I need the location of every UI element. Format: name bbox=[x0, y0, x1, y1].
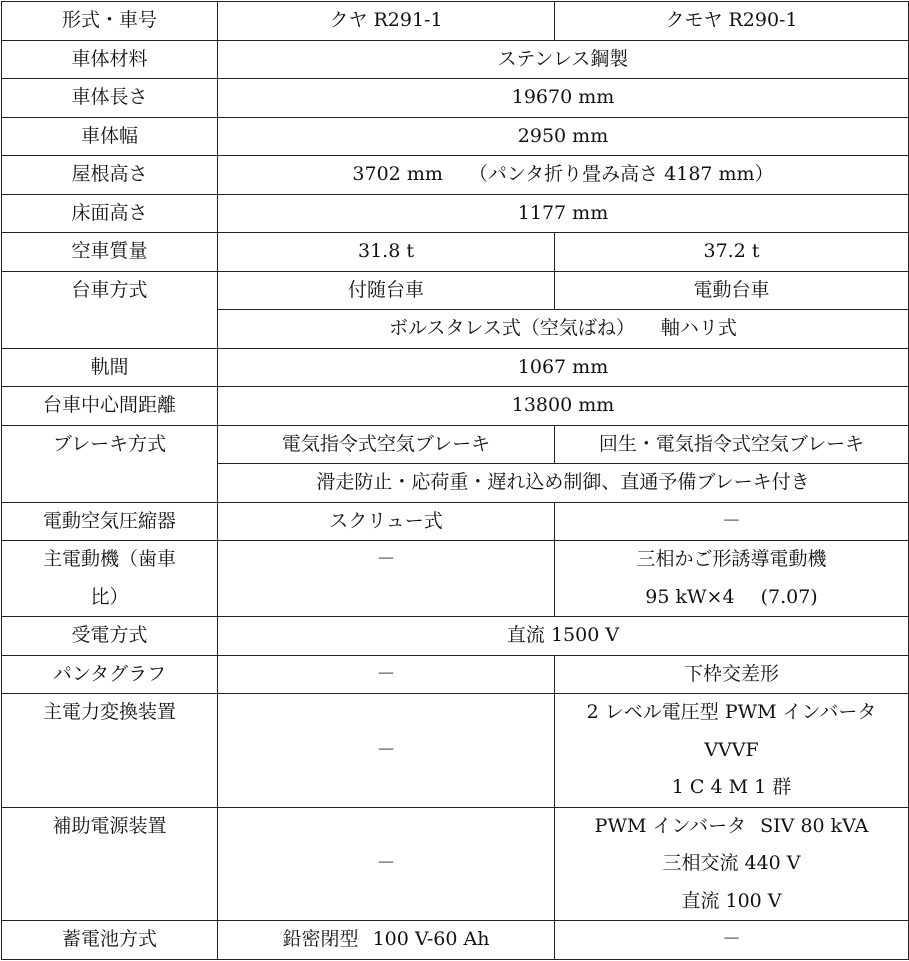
row-label-length: 車体長さ bbox=[2, 79, 218, 118]
value-floor-height: 1177 mm bbox=[218, 194, 909, 233]
row-label-gauge: 軌間 bbox=[2, 348, 218, 387]
bogie-common-a: ボルスタレス式（空気ばね） bbox=[389, 317, 635, 339]
value-pantograph-car2: 下枠交差形 bbox=[555, 655, 909, 694]
motor-label-line2: 比） bbox=[90, 585, 129, 608]
value-pantograph-car1: － bbox=[218, 655, 555, 694]
aux-power-line3: 直流 100 V bbox=[681, 889, 782, 912]
value-empty-mass-car2: 37.2 t bbox=[555, 233, 909, 272]
table-row bbox=[2, 40, 909, 79]
aux-power-line2: 三相交流 440 V bbox=[662, 852, 801, 874]
value-bogie-car2: 電動台車 bbox=[555, 271, 909, 310]
row-label-roof-height: 屋根高さ bbox=[2, 156, 218, 195]
battery-type: 鉛密閉型 bbox=[282, 928, 359, 950]
aux-power-line1 bbox=[559, 808, 904, 846]
value-main-converter-car1: － bbox=[218, 694, 555, 808]
table-row bbox=[2, 502, 909, 541]
table-row bbox=[2, 655, 909, 694]
table-row bbox=[2, 921, 909, 960]
aux-power-inverter: PWM インバータ bbox=[594, 814, 747, 837]
aux-power-siv: SIV 80 kVA bbox=[760, 814, 869, 837]
main-converter-line1: 2 レベル電圧型 PWM インバータ bbox=[586, 701, 877, 723]
value-brake-car2: 回生・電気指令式空気ブレーキ bbox=[555, 425, 909, 464]
value-roof-height bbox=[218, 156, 909, 195]
table-row bbox=[2, 79, 909, 118]
row-label-aux-power: 補助電源装置 bbox=[2, 807, 218, 921]
row-label-material: 車体材料 bbox=[2, 40, 218, 79]
roof-height-note: （パンタ折り畳み高さ 4187 mm） bbox=[468, 163, 774, 185]
row-label-power-collection: 受電方式 bbox=[2, 617, 218, 656]
value-compressor-car1: スクリュー式 bbox=[218, 502, 555, 541]
value-bogie-center: 13800 mm bbox=[218, 387, 909, 426]
value-gauge: 1067 mm bbox=[218, 348, 909, 387]
table-row bbox=[2, 194, 909, 233]
value-motor-car1: － bbox=[218, 541, 555, 617]
table-row bbox=[2, 617, 909, 656]
row-label-floor-height: 床面高さ bbox=[2, 194, 218, 233]
row-label-empty-mass: 空車質量 bbox=[2, 233, 218, 272]
value-power-collection: 直流 1500 V bbox=[218, 617, 909, 656]
header-label: 形式・車号 bbox=[2, 2, 218, 41]
main-converter-line2: VVVF bbox=[704, 738, 759, 761]
value-motor-car2 bbox=[555, 541, 909, 617]
table-row bbox=[2, 541, 909, 617]
table-row bbox=[2, 348, 909, 387]
table-row-header bbox=[2, 2, 909, 41]
row-label-main-converter: 主電力変換装置 bbox=[2, 694, 218, 808]
row-label-motor bbox=[2, 541, 218, 617]
value-battery-car1 bbox=[218, 921, 555, 960]
header-car1: クヤ R291-1 bbox=[218, 2, 555, 41]
row-label-battery: 蓄電池方式 bbox=[2, 921, 218, 960]
table-row bbox=[2, 156, 909, 195]
row-label-pantograph: パンタグラフ bbox=[2, 655, 218, 694]
row-label-bogie: 台車方式 bbox=[2, 271, 218, 348]
battery-capacity: 100 V-60 Ah bbox=[372, 928, 490, 950]
table-row bbox=[2, 233, 909, 272]
main-converter-line3: 1 C 4 M 1 群 bbox=[671, 776, 792, 798]
bogie-common-b: 軸ハリ式 bbox=[660, 317, 737, 339]
value-material: ステンレス鋼製 bbox=[218, 40, 909, 79]
row-label-compressor: 電動空気圧縮器 bbox=[2, 502, 218, 541]
value-brake-common: 滑走防止・応荷重・遅れ込め制御、直通予備ブレーキ付き bbox=[218, 464, 909, 503]
roof-height-value: 3702 mm bbox=[352, 163, 443, 185]
motor-car2-line2 bbox=[559, 579, 904, 617]
row-label-bogie-center: 台車中心間距離 bbox=[2, 387, 218, 426]
row-label-brake: ブレーキ方式 bbox=[2, 425, 218, 502]
table-row bbox=[2, 425, 909, 464]
motor-label-line1: 主電動機（歯車 bbox=[42, 548, 176, 570]
gear-ratio: (7.07) bbox=[760, 585, 818, 608]
table-row bbox=[2, 271, 909, 310]
table-row bbox=[2, 117, 909, 156]
value-brake-car1: 電気指令式空気ブレーキ bbox=[218, 425, 555, 464]
value-width: 2950 mm bbox=[218, 117, 909, 156]
value-bogie-common bbox=[218, 310, 909, 349]
table-row bbox=[2, 694, 909, 808]
value-empty-mass-car1: 31.8 t bbox=[218, 233, 555, 272]
spec-table bbox=[1, 1, 909, 960]
value-length: 19670 mm bbox=[218, 79, 909, 118]
value-aux-power-car2 bbox=[555, 807, 909, 921]
table-row bbox=[2, 807, 909, 921]
value-bogie-car1: 付随台車 bbox=[218, 271, 555, 310]
value-aux-power-car1: － bbox=[218, 807, 555, 921]
header-car2: クモヤ R290-1 bbox=[555, 2, 909, 41]
row-label-width: 車体幅 bbox=[2, 117, 218, 156]
value-battery-car2: － bbox=[555, 921, 909, 960]
motor-car2-line1: 三相かご形誘導電動機 bbox=[636, 548, 827, 570]
table-row bbox=[2, 387, 909, 426]
value-main-converter-car2 bbox=[555, 694, 909, 808]
motor-output: 95 kW×4 bbox=[645, 585, 735, 608]
value-compressor-car2: － bbox=[555, 502, 909, 541]
